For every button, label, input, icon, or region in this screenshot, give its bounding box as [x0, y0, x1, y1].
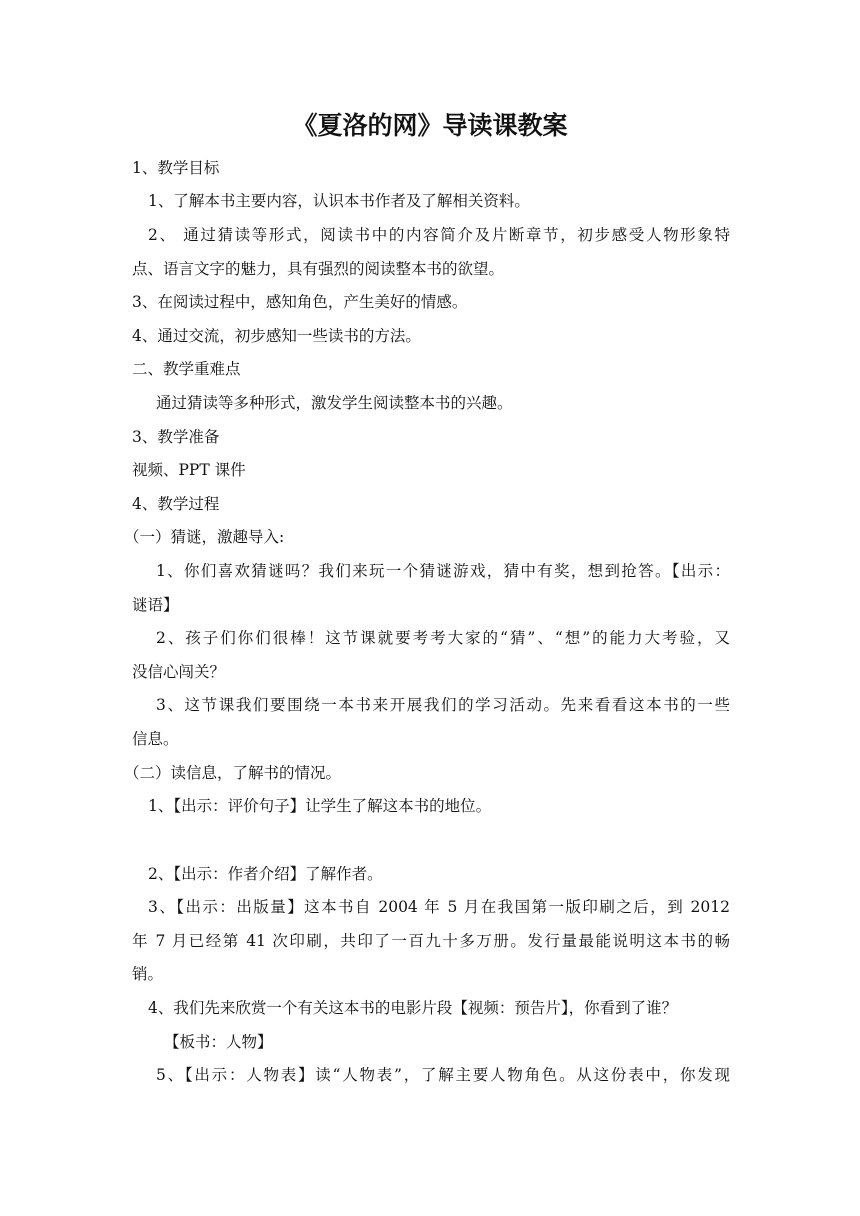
- process-part-2-item-1: 1、【出示：评价句子】让学生了解这本书的地位。: [148, 797, 492, 815]
- objective-item-4: 4、通过交流，初步感知一些读书的方法。: [132, 327, 421, 345]
- section-heading-keypoints: 二、教学重难点: [132, 360, 241, 378]
- section-heading-objectives: 1、教学目标: [132, 159, 220, 177]
- document-title: 《夏洛的网》导读课教案: [292, 111, 568, 140]
- process-part-1-item-1-cont: 谜语】: [132, 596, 179, 614]
- process-part-2-item-3-end: 销。: [132, 965, 164, 983]
- process-part-2-item-3: 3、【出示：出版量】这本书自 2004 年 5 月在我国第一版印刷之后，到 2012: [148, 898, 730, 916]
- process-part-2-item-2: 2、【出示：作者介绍】了解作者。: [148, 865, 383, 883]
- process-part-1-item-2-cont: 没信心闯关？: [132, 663, 226, 681]
- section-heading-process: 4、教学过程: [132, 495, 220, 513]
- objective-item-3: 3、在阅读过程中，感知角色，产生美好的情感。: [132, 293, 468, 311]
- objective-item-2: 2、 通过猜读等形式，阅读书中的内容简介及片断章节，初步感受人物形象特: [148, 226, 730, 244]
- process-part-2-item-5: 5、【出示：人物表】读“人物表”，了解主要人物角色。从这份表中，你发现: [156, 1066, 730, 1084]
- blackboard-note: 【板书：人物】: [164, 1033, 273, 1051]
- process-part-1-item-2: 2、孩子们你们很棒！这节课就要考考大家的“猜”、“想”的能力大考验，又: [156, 629, 730, 647]
- process-part-2-item-4: 4、我们先来欣赏一个有关这本书的电影片段【视频：预告片】，你看到了谁？: [148, 999, 678, 1017]
- objective-item-2-cont: 点、语言文字的魅力，具有强烈的阅读整本书的欲望。: [132, 260, 505, 278]
- process-part-1-item-3-cont: 信息。: [132, 730, 179, 748]
- process-part-1-heading: （一）猜谜，激趣导入:: [124, 528, 285, 546]
- keypoints-text: 通过猜读等多种形式，激发学生阅读整本书的兴趣。: [156, 394, 513, 412]
- process-part-2-item-3-cont: 年 7 月已经第 41 次印刷，共印了一百九十多万册。发行量最能说明这本书的畅: [132, 932, 730, 950]
- process-part-1-item-1: 1、你们喜欢猜谜吗？我们来玩一个猜谜游戏，猜中有奖，想到抢答。【出示：: [156, 562, 730, 580]
- process-part-1-item-3: 3、这节课我们要围绕一本书来开展我们的学习活动。先来看看这本书的一些: [156, 696, 730, 714]
- section-heading-preparation: 3、教学准备: [132, 428, 220, 446]
- preparation-text: 视频、PPT 课件: [132, 461, 246, 479]
- process-part-2-heading: （二）读信息，了解书的情况。: [124, 764, 342, 782]
- objective-item-1: 1、了解本书主要内容，认识本书作者及了解相关资料。: [148, 192, 530, 210]
